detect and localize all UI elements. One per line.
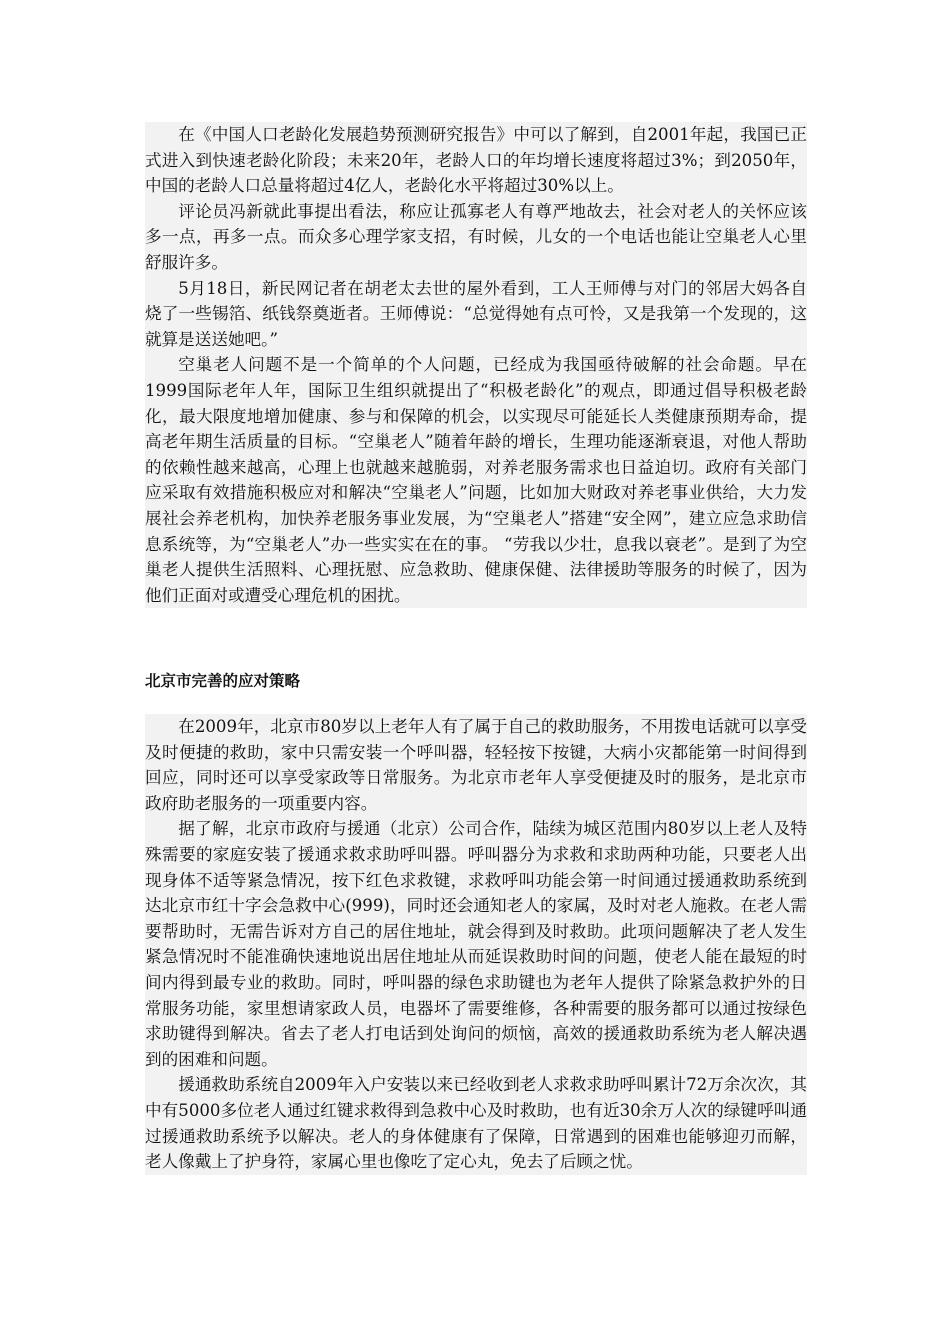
paragraph: 据了解，北京市政府与援通（北京）公司合作，陆续为城区范围内80岁以上老人及特殊需要的家庭安装了援通求救求助呼叫器。呼叫器分为求救和求助两种功能，只要老人出现身体不适等紧急情况，按下红色求救键，求救呼叫功能会第一时间通过援通救助系统到达北京市红十字会急救中心(999)，同时还会通知老人的家属，及时对老人施救。在老人需要帮助时，无需告诉对方自己的居住地址，就会得到及时救助。此项问题解决了老人发生紧急情况时不能准确快速地说出居住地址从而延误救助时间的问题，使老人能在最短的时间内得到最专业的救助。同时，呼叫器的绿色求助键也为老年人提供了除紧急救护外的日常服务功能，家里想请家政人员，电器坏了需要维修，各种需要的服务都可以通过按绿色求助键得到解决。省去了老人打电话到处询问的烦恼，高效的援通救助系统为老人解决遇到的困难和问题。 <box>145 819 807 1069</box>
paragraph: 在《中国人口老龄化发展趋势预测研究报告》中可以了解到，自2001年起，我国已正式进入到快速老龄化阶段；未来20年，老龄人口的年均增长速度将超过3%；到2050年，中国的老龄人口总量将超过4亿人，老龄化水平将超过30%以上。 <box>145 125 807 196</box>
section-heading: 北京市完善的应对策略 <box>145 670 807 692</box>
paragraph: 5月18日，新民网记者在胡老太去世的屋外看到，工人王师傅与对门的邻居大妈各自烧了一些锡箔、纸钱祭奠逝者。王师傅说：“总觉得她有点可怜，又是我第一个发现的，这就算是送送她吧。” <box>145 278 807 349</box>
text-section-beijing-strategy <box>145 714 807 1175</box>
paragraph: 空巢老人问题不是一个简单的个人问题，已经成为我国亟待破解的社会命题。早在1999国际老年人年，国际卫生组织就提出了“积极老龄化”的观点，即通过倡导积极老龄化，最大限度地增加健康、参与和保障的机会，以实现尽可能延长人类健康预期寿命，提高老年期生活质量的目标。“空巢老人”随着年龄的增长，生理功能逐渐衰退，对他人帮助的依赖性越来越高，心理上也就越来越脆弱，对养老服务需求也日益迫切。政府有关部门应采取有效措施积极应对和解决“空巢老人”问题，比如加大财政对养老事业供给，大力发展社会养老机构，加快养老服务事业发展，为“空巢老人”搭建“安全网”，建立应急求助信息系统等，为“空巢老人”办一些实实在在的事。 “劳我以少壮，息我以衰老”。是到了为空巢老人提供生活照料、心理抚慰、应急救助、健康保健、法律援助等服务的时候了，因为他们正面对或遭受心理危机的困扰。 <box>145 355 807 605</box>
paragraph: 评论员冯新就此事提出看法，称应让孤寡老人有尊严地故去，社会对老人的关怀应该多一点，再多一点。而众多心理学家支招，有时候，儿女的一个电话也能让空巢老人心里舒服许多。 <box>145 201 807 272</box>
paragraph: 援通救助系统自2009年入户安装以来已经收到老人求救求助呼叫累计72万余次次，其中有5000多位老人通过红键求救得到急救中心及时救助，也有近30余万人次的绿键呼叫通过援通救助系统予以解决。老人的身体健康有了保障，日常遇到的困难也能够迎刃而解，老人像戴上了护身符，家属心里也像吃了定心丸，免去了后顾之忧。 <box>145 1075 807 1172</box>
paragraph: 在2009年，北京市80岁以上老年人有了属于自己的救助服务，不用拨电话就可以享受及时便捷的救助，家中只需安装一个呼叫器，轻轻按下按键，大病小灾都能第一时间得到回应，同时还可以享受家政等日常服务。为北京市老年人享受便捷及时的服务，是北京市政府助老服务的一项重要内容。 <box>145 717 807 813</box>
text-section-aging-trends <box>145 122 807 608</box>
